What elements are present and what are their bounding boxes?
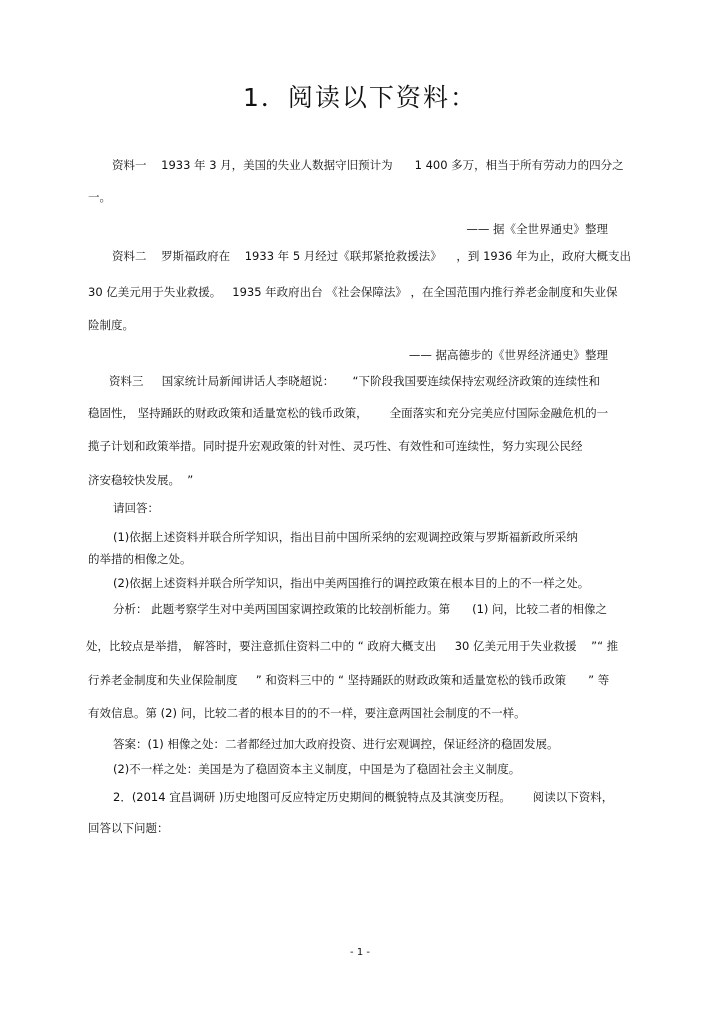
text-line: 2．(2014 宜昌调研 )历史地图可反应特定历史期间的概貌特点及其演变历程。 阅读以下资料， (113, 790, 614, 804)
text-line: 有效信息。第 (2) 问，比较二者的根本目的的不一样，要注意两国社会制度的不一样。 (88, 706, 526, 720)
text-line: 分析： 此题考察学生对中美两国国家调控政策的比较剖析能力。第 (1) 问，比较二者的相像之 (113, 602, 608, 616)
text-line: 的举措的相像之处。 (88, 552, 192, 566)
text-line: 答案：(1) 相像之处：二者都经过加大政府投资、进行宏观调控，保证经济的稳固发展。 (113, 737, 559, 751)
text-line: 回答以下问题： (88, 821, 169, 835)
text-line: 处，比较点是举措， 解答时，要注意抓住资料二中的 “ 政府大概支出 30 亿美元用于失业救援 ”“ 推 (86, 639, 619, 653)
text-line: (1)依据上述资料并联合所学知识，指出目前中国所采纳的宏观调控政策与罗斯福新政所采纳 (113, 530, 578, 544)
text-line: 险制度。 (88, 318, 134, 332)
text-line: 行养老金制度和失业保险制度 ” 和资料三中的 “ 坚持踊跃的财政政策和适量宽松的钱币政策 ” 等 (88, 673, 610, 687)
text-line: 揽子计划和政策举措。同时提升宏观政策的针对性、灵巧性、有效性和可连续性，努力实现公民经 (88, 439, 583, 453)
source-line: —— 据《全世界通史》整理 (466, 222, 608, 236)
text-line: 济安稳较快发展。 ” (88, 473, 194, 487)
page-title: 1．阅读以下资料： (243, 83, 477, 112)
text-line: 一。 (88, 190, 111, 204)
text-line: (2)依据上述资料并联合所学知识，指出中美两国推行的调控政策在根本目的上的不一样之处。 (113, 576, 590, 590)
text-line: 30 亿美元用于失业救援。 1935 年政府出台 《社会保障法》 ，在全国范围内推行养老金制度和失业保 (88, 285, 618, 299)
text-line: 资料二 罗斯福政府在 1933 年 5 月经过《联邦紧抢救援法》 ，到 1936 年为止，政府大概支出 (112, 249, 631, 263)
text-line: 资料一 1933 年 3 月，美国的失业人数据守旧预计为 1 400 多万，相当于所有劳动力的四分之 (112, 158, 624, 172)
text-line: 资料三 国家统计局新闻讲话人李晓超说： “下阶段我国要连续保持宏观经济政策的连续性和 (109, 374, 601, 388)
text-line: 请回答： (113, 501, 159, 515)
text-line: (2)不一样之处：美国是为了稳固资本主义制度，中国是为了稳固社会主义制度。 (113, 762, 521, 776)
page-number: - 1 - (350, 947, 370, 958)
text-line: 稳固性， 坚持踊跃的财政政策和适量宽松的钱币政策， 全面落实和充分完美应付国际金融危机的一 (88, 406, 609, 420)
source-line: —— 据高德步的《世界经济通史》整理 (408, 348, 608, 362)
